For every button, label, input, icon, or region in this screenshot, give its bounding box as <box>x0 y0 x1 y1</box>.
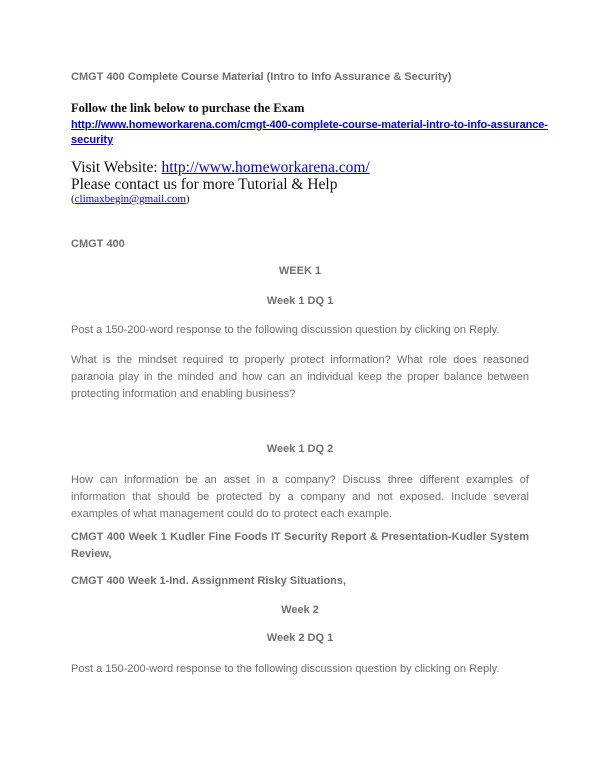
purchase-link-line1[interactable]: http://www.homeworkarena.com/cmgt-400-complete-course-material-intro-to-info-assurance- <box>71 119 548 131</box>
week2-dq1-heading: Week 2 DQ 1 <box>266 632 334 644</box>
course-code: CMGT 400 <box>71 238 125 250</box>
purchase-heading: Follow the link below to purchase the Exam <box>71 101 305 115</box>
document-title: CMGT 400 Complete Course Material (Intro to Info Assurance & Security) <box>71 71 452 83</box>
week2-dq1-instruction: Post a 150-200-word response to the following discussion question by clicking on Reply. <box>71 663 500 675</box>
week1-dq1-heading: Week 1 DQ 1 <box>266 295 334 307</box>
purchase-link-line2[interactable]: security <box>71 134 114 146</box>
week1-assignment-item: CMGT 400 Week 1-Ind. Assignment Risky Situations, <box>71 575 347 587</box>
visit-label: Visit Website: <box>71 159 162 176</box>
week1-report-item: CMGT 400 Week 1 Kudler Fine Foods IT Security Report & Presentation-Kudler System Review, <box>71 531 529 560</box>
week1-heading: WEEK 1 <box>278 265 322 277</box>
week1-dq2-heading: Week 1 DQ 2 <box>266 443 334 455</box>
email-line <box>71 193 190 205</box>
week1-dq1-instruction: Post a 150-200-word response to the following discussion question by clicking on Reply. <box>71 324 500 336</box>
email-link[interactable]: climaxbegin@gmail.com <box>74 193 186 205</box>
week1-dq2-question: How can information be an asset in a company? Discuss three different examples of information that should be protected by a company and not exposed. Include several examples of what management could do to protect each example. <box>71 474 529 520</box>
website-link[interactable]: http://www.homeworkarena.com/ <box>161 159 370 176</box>
week1-dq1-question: What is the mindset required to properly protect information? What role does reasoned paranoia play in the minded and how can an individual keep the proper balance between protecting information and enabling business? <box>71 354 529 400</box>
visit-website-line <box>71 159 370 177</box>
email-open-paren: ( <box>71 193 75 205</box>
week2-heading: Week 2 <box>281 604 319 616</box>
contact-help-text: Please contact us for more Tutorial & Help <box>71 176 338 193</box>
email-close-paren: ) <box>185 193 190 205</box>
